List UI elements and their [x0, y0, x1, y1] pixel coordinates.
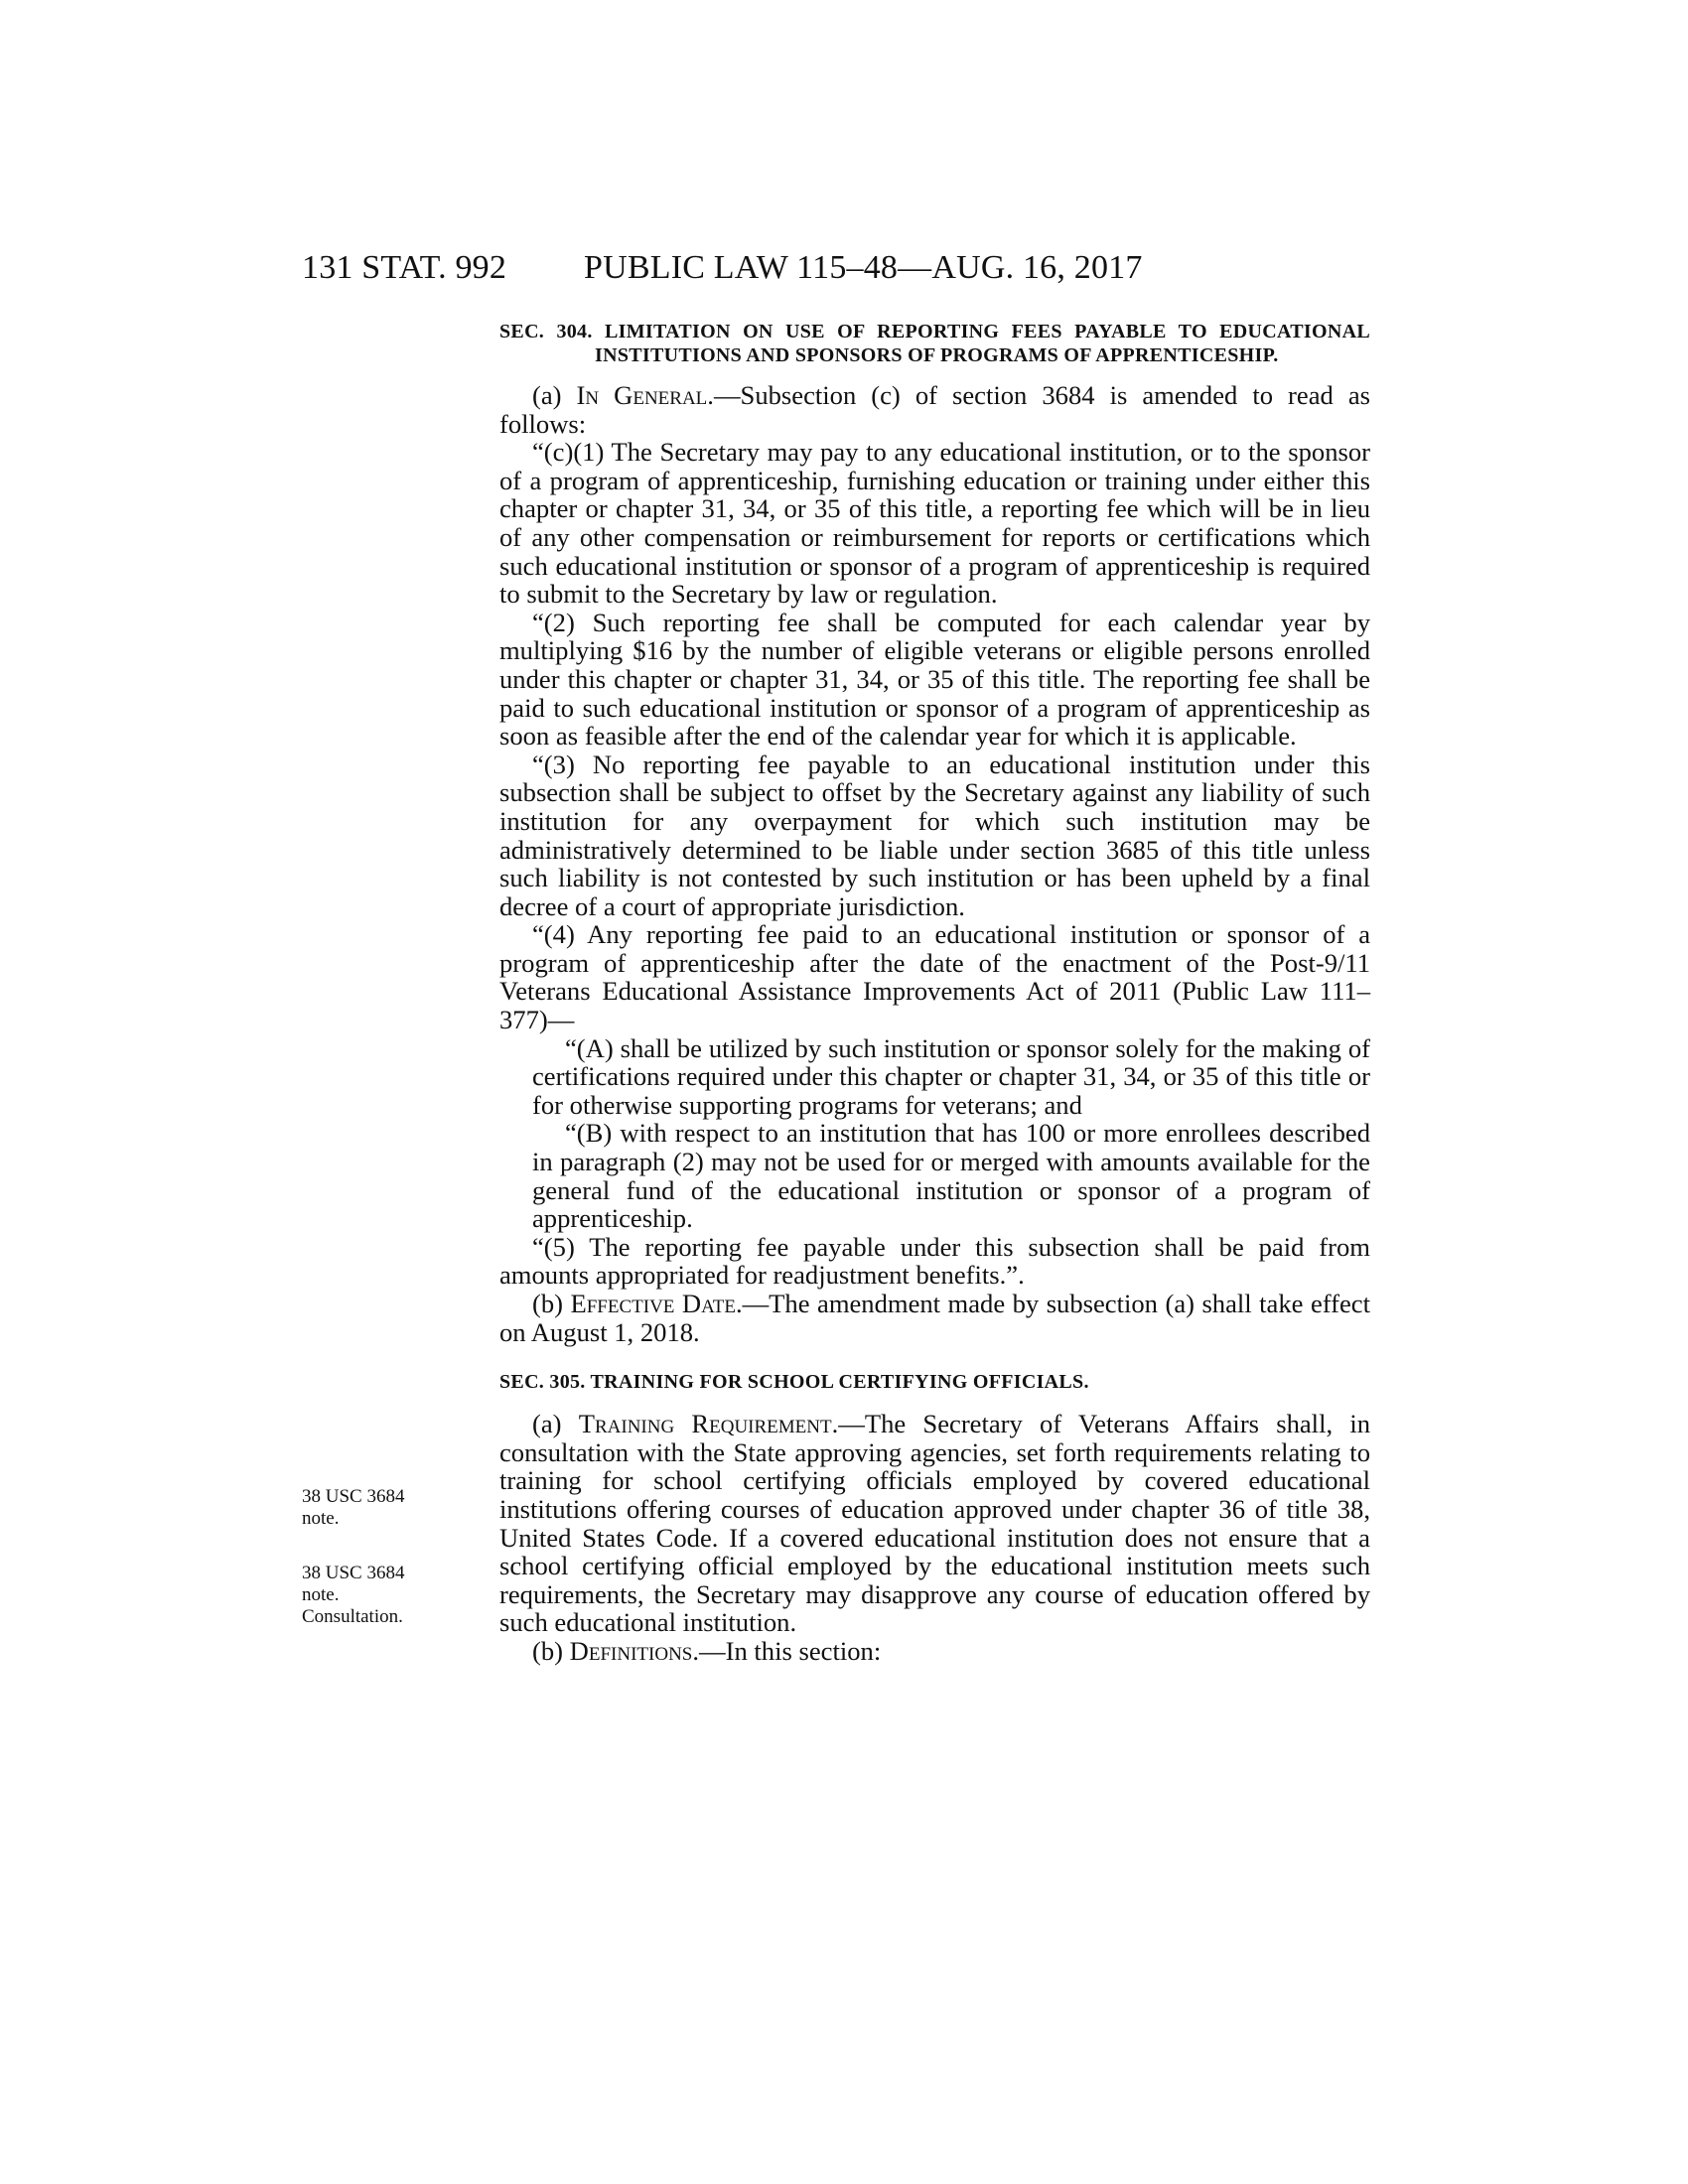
subsection-label: (b): [532, 1635, 570, 1666]
subparagraph-c4-B: “(B) with respect to an institution that has 100 or more enrollees described in paragraph (2) may not be used for or merged with amounts available for the general fund of the educational institution or sponsor of a program of apprenticeship.: [532, 1118, 1370, 1234]
subsection-label: (a): [532, 1409, 579, 1439]
subparagraph-c4-A: “(A) shall be utilized by such institution or sponsor solely for the making of certifications required under this chapter or chapter 31, 34, or 35 of this title or for otherwise supporting programs for veterans; and: [532, 1032, 1370, 1120]
running-header: [302, 248, 1370, 298]
margin-note-line: Consultation.: [302, 1606, 403, 1627]
paragraph-c2: “(2) Such reporting fee shall be computed for each calendar year by multiplying $16 by the number of eligible veterans or eligible persons enrolled under this chapter or chapter 31, 34, or 35 of this title. The reporting fee shall be paid to such educational institution or sponsor of a program of apprenticeship as soon as feasible after the end of the calendar year for which it is applicable.: [499, 607, 1370, 751]
subsection-caption: Effective Date: [570, 1289, 736, 1318]
margin-note-line: note.: [302, 1508, 340, 1529]
margin-note-sec304b: [302, 1486, 404, 1530]
subsection-caption: In General: [576, 380, 708, 410]
paragraph-c3: “(3) No reporting fee payable to an educational institution under this subsection shall be subject to offset by the Secretary against any liability of such institution for any overpayment for which such institution may be administratively determined to be liable under section 3685 of this title unless such liability is not contested by such institution or has been upheld by a final decree of a court of appropriate jurisdiction.: [499, 749, 1370, 921]
margin-note-line: 38 USC 3684: [302, 1486, 405, 1507]
section-304-subsection-a: [499, 381, 1370, 438]
paragraph-c5: “(5) The reporting fee payable under this subsection shall be paid from amounts appropriated for readjustment benefits.”.: [499, 1231, 1370, 1291]
paragraph-c4: “(4) Any reporting fee paid to an educational institution or sponsor of a program of apprenticeship after the date of the enactment of the Post-9/11 Veterans Educational Assistance Improvements Act of 2011 (Public Law 111–377)—: [499, 919, 1370, 1035]
section-305-subsection-b: [499, 1637, 1370, 1666]
subsection-text: .—Subsection (c) of section 3684 is amended to read as follows:: [499, 380, 1370, 439]
subsection-label: (b): [532, 1289, 571, 1318]
margin-note-line: 38 USC 3684: [302, 1563, 405, 1583]
subsection-caption: Definitions: [569, 1635, 693, 1666]
section-304-heading: SEC. 304. LIMITATION ON USE OF REPORTING FEES PAYABLE TO EDUCATIONAL INSTITUTIONS AND SPONSORS OF PROGRAMS OF APPRENTICESHIP.: [499, 321, 1370, 366]
public-law-title: PUBLIC LAW 115–48—AUG. 16, 2017: [584, 249, 1143, 286]
subsection-text: .—In this section:: [692, 1635, 882, 1666]
statute-text-column: [499, 320, 1370, 1666]
section-305-heading: SEC. 305. TRAINING FOR SCHOOL CERTIFYING OFFICIALS.: [499, 1371, 1089, 1394]
subsection-label: (a): [532, 380, 577, 410]
margin-note-sec305: [302, 1563, 404, 1628]
subsection-caption: Training Requirement: [578, 1409, 832, 1439]
subsection-text: .—The amendment made by subsection (a) shall take effect on August 1, 2018.: [499, 1289, 1370, 1347]
margin-note-line: note.: [302, 1584, 340, 1605]
statute-page-reference: 131 STAT. 992: [302, 249, 507, 286]
subsection-text: .—The Secretary of Veterans Affairs shall, in consultation with the State approving agencies, set forth requirements relating to training for school certifying officials employed by covered educational institutions offering courses of education approved under chapter 36 of title 38, United States Code. If a covered educational institution does not ensure that a school certifying official employed by the educational institution meets such requirements, the Secretary may disapprove any course of education offered by such educational institution.: [499, 1409, 1371, 1638]
section-304-subsection-b: [499, 1290, 1370, 1346]
section-305-subsection-a: [499, 1410, 1370, 1637]
paragraph-c1: “(c)(1) The Secretary may pay to any educational institution, or to the sponsor of a program of apprenticeship, furnishing education or training under either this chapter or chapter 31, 34, or 35 of this title, a reporting fee which will be in lieu of any other compensation or reimbursement for reports or certifications which such educational institution or sponsor of a program of apprenticeship is required to submit to the Secretary by law or regulation.: [499, 437, 1370, 610]
